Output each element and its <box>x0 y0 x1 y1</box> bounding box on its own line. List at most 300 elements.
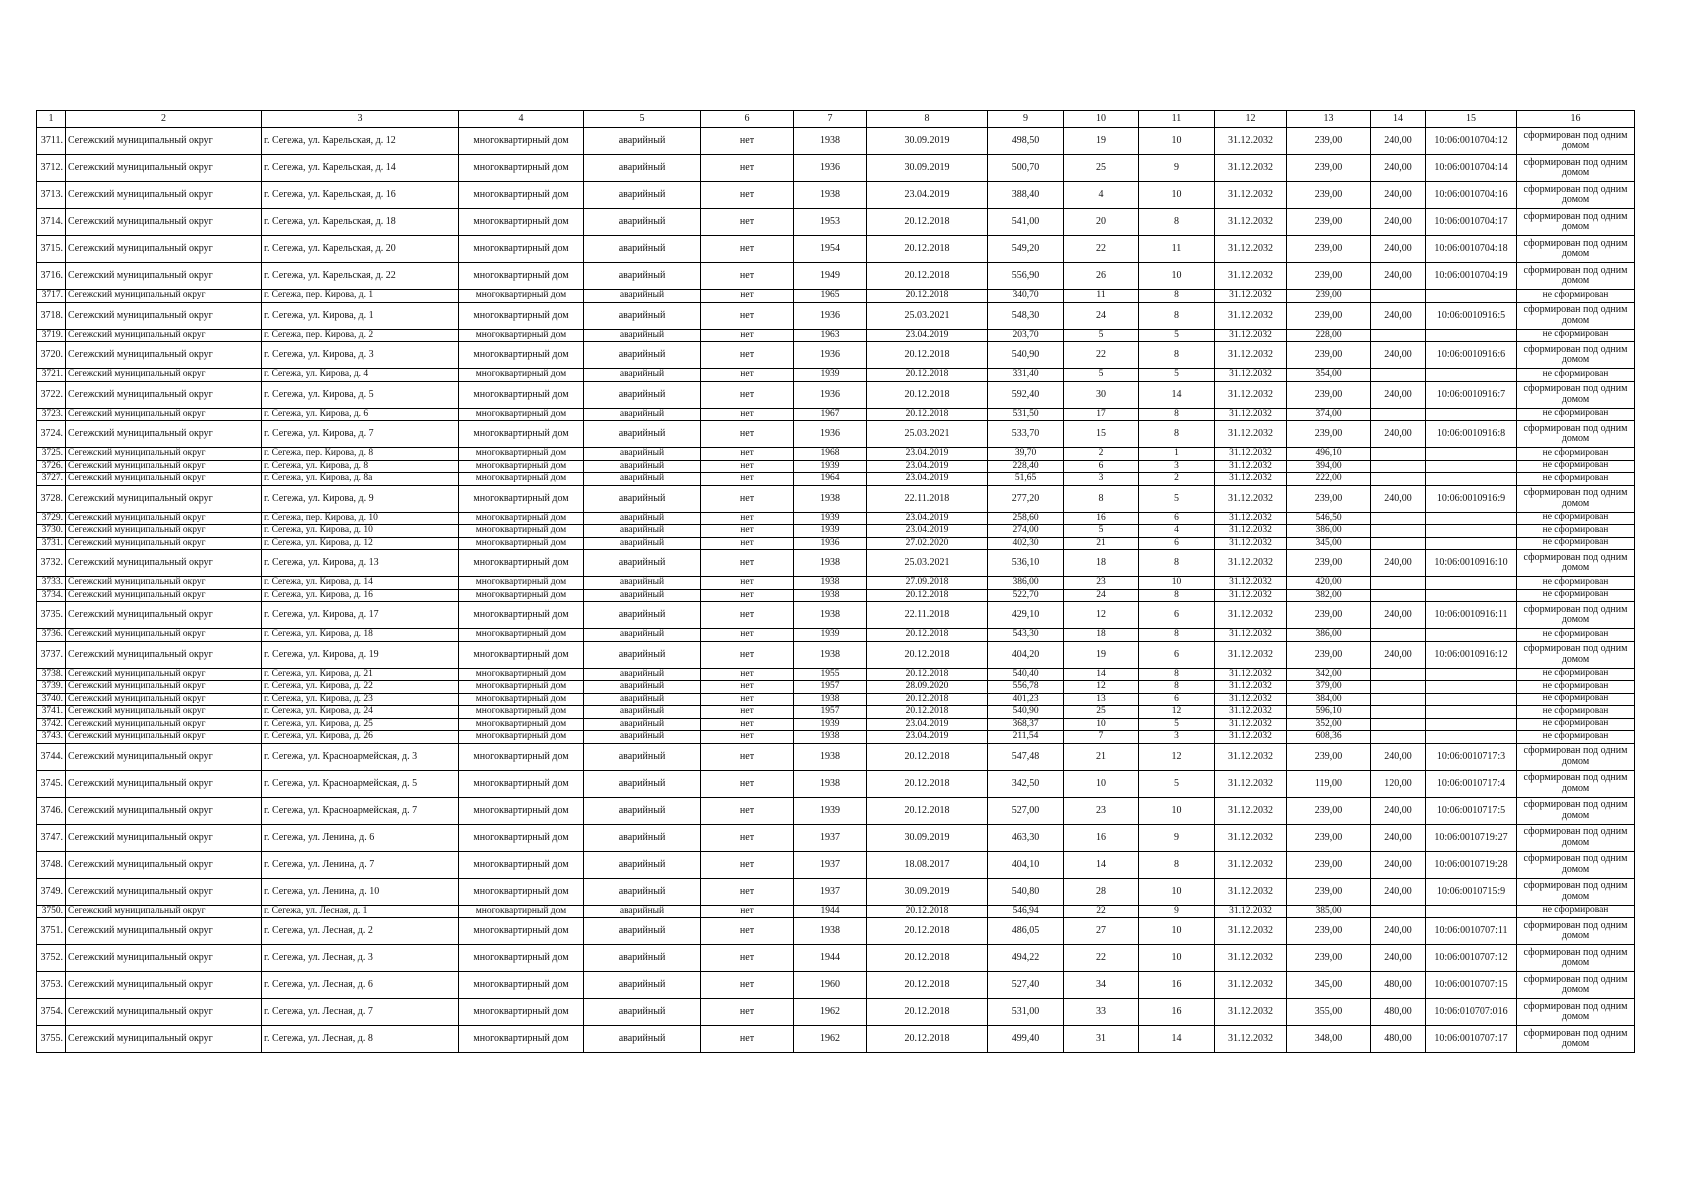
apartments-cell: 3 <box>1139 731 1215 744</box>
cost-per-m2-cell: 342,00 <box>1287 668 1371 681</box>
residents-cell: 7 <box>1064 731 1139 744</box>
apartments-cell: 14 <box>1139 381 1215 408</box>
condition-cell: аварийный <box>584 878 701 905</box>
condition-cell: аварийный <box>584 369 701 382</box>
row-number-cell: 3742. <box>37 718 66 731</box>
area-cell: 258,60 <box>988 512 1064 525</box>
condition-cell: аварийный <box>584 421 701 448</box>
cadastral-number-cell <box>1426 290 1517 303</box>
deadline-cell: 31.12.2032 <box>1215 770 1287 797</box>
status-flag-cell: нет <box>701 602 794 629</box>
area-norm-cell <box>1371 589 1426 602</box>
table-row <box>37 577 1635 590</box>
status-flag-cell: нет <box>701 182 794 209</box>
cost-per-m2-cell: 386,00 <box>1287 629 1371 642</box>
table-row <box>37 972 1635 999</box>
land-plot-status-cell: не сформирован <box>1517 460 1635 473</box>
building-type-cell: многоквартирный дом <box>459 329 584 342</box>
cadastral-number-cell: 10:06:0010916:9 <box>1426 485 1517 512</box>
area-norm-cell <box>1371 329 1426 342</box>
building-type-cell: многоквартирный дом <box>459 589 584 602</box>
cadastral-number-cell: 10:06:0010916:8 <box>1426 421 1517 448</box>
recognition-date-cell: 23.04.2019 <box>867 525 988 538</box>
cost-per-m2-cell: 596,10 <box>1287 706 1371 719</box>
cost-per-m2-cell: 239,00 <box>1287 421 1371 448</box>
area-cell: 404,20 <box>988 641 1064 668</box>
address-cell: г. Сегежа, ул. Кирова, д. 3 <box>262 342 459 369</box>
building-type-cell: многоквартирный дом <box>459 945 584 972</box>
table-row <box>37 681 1635 694</box>
residents-cell: 23 <box>1064 577 1139 590</box>
address-cell: г. Сегежа, ул. Красноармейская, д. 3 <box>262 743 459 770</box>
area-cell: 274,00 <box>988 525 1064 538</box>
table-row <box>37 770 1635 797</box>
land-plot-status-cell: сформирован под одним домом <box>1517 302 1635 329</box>
municipality-cell: Сегежский муниципальный округ <box>66 236 262 263</box>
address-cell: г. Сегежа, ул. Кирова, д. 6 <box>262 408 459 421</box>
row-number-cell: 3724. <box>37 421 66 448</box>
apartments-cell: 5 <box>1139 329 1215 342</box>
land-plot-status-cell: сформирован под одним домом <box>1517 550 1635 577</box>
building-type-cell: многоквартирный дом <box>459 448 584 461</box>
address-cell: г. Сегежа, ул. Кирова, д. 9 <box>262 485 459 512</box>
cadastral-number-cell: 10:06:0010704:16 <box>1426 182 1517 209</box>
municipality-cell: Сегежский муниципальный округ <box>66 1026 262 1053</box>
row-number-cell: 3722. <box>37 381 66 408</box>
status-flag-cell: нет <box>701 329 794 342</box>
residents-cell: 8 <box>1064 485 1139 512</box>
apartments-cell: 8 <box>1139 290 1215 303</box>
row-number-cell: 3748. <box>37 851 66 878</box>
building-type-cell: многоквартирный дом <box>459 770 584 797</box>
municipality-cell: Сегежский муниципальный округ <box>66 302 262 329</box>
area-cell: 51,65 <box>988 473 1064 486</box>
cost-per-m2-cell: 239,00 <box>1287 878 1371 905</box>
status-flag-cell: нет <box>701 668 794 681</box>
area-norm-cell: 240,00 <box>1371 485 1426 512</box>
year-built-cell: 1965 <box>794 290 867 303</box>
year-built-cell: 1944 <box>794 945 867 972</box>
area-cell: 463,30 <box>988 824 1064 851</box>
column-number-header: 12 <box>1215 111 1287 128</box>
municipality-cell: Сегежский муниципальный округ <box>66 797 262 824</box>
recognition-date-cell: 22.11.2018 <box>867 602 988 629</box>
recognition-date-cell: 20.12.2018 <box>867 945 988 972</box>
cost-per-m2-cell: 355,00 <box>1287 999 1371 1026</box>
deadline-cell: 31.12.2032 <box>1215 718 1287 731</box>
residents-cell: 10 <box>1064 770 1139 797</box>
area-cell: 540,80 <box>988 878 1064 905</box>
area-norm-cell: 240,00 <box>1371 797 1426 824</box>
address-cell: г. Сегежа, ул. Ленина, д. 6 <box>262 824 459 851</box>
deadline-cell: 31.12.2032 <box>1215 182 1287 209</box>
table-row <box>37 236 1635 263</box>
row-number-cell: 3735. <box>37 602 66 629</box>
apartments-cell: 10 <box>1139 878 1215 905</box>
row-number-cell: 3720. <box>37 342 66 369</box>
apartments-cell: 2 <box>1139 473 1215 486</box>
building-type-cell: многоквартирный дом <box>459 693 584 706</box>
row-number-cell: 3752. <box>37 945 66 972</box>
row-number-cell: 3747. <box>37 824 66 851</box>
municipality-cell: Сегежский муниципальный округ <box>66 473 262 486</box>
apartments-cell: 10 <box>1139 263 1215 290</box>
year-built-cell: 1967 <box>794 408 867 421</box>
residents-cell: 28 <box>1064 878 1139 905</box>
area-cell: 548,30 <box>988 302 1064 329</box>
cost-per-m2-cell: 239,00 <box>1287 342 1371 369</box>
year-built-cell: 1960 <box>794 972 867 999</box>
deadline-cell: 31.12.2032 <box>1215 537 1287 550</box>
deadline-cell: 31.12.2032 <box>1215 641 1287 668</box>
cadastral-number-cell <box>1426 718 1517 731</box>
recognition-date-cell: 18.08.2017 <box>867 851 988 878</box>
area-cell: 331,40 <box>988 369 1064 382</box>
address-cell: г. Сегежа, ул. Кирова, д. 1 <box>262 302 459 329</box>
municipality-cell: Сегежский муниципальный округ <box>66 693 262 706</box>
area-cell: 228,40 <box>988 460 1064 473</box>
row-number-cell: 3736. <box>37 629 66 642</box>
recognition-date-cell: 27.02.2020 <box>867 537 988 550</box>
condition-cell: аварийный <box>584 706 701 719</box>
recognition-date-cell: 28.09.2020 <box>867 681 988 694</box>
land-plot-status-cell: сформирован под одним домом <box>1517 209 1635 236</box>
municipality-cell: Сегежский муниципальный округ <box>66 731 262 744</box>
municipality-cell: Сегежский муниципальный округ <box>66 408 262 421</box>
deadline-cell: 31.12.2032 <box>1215 851 1287 878</box>
building-type-cell: многоквартирный дом <box>459 743 584 770</box>
row-number-cell: 3753. <box>37 972 66 999</box>
land-plot-status-cell: сформирован под одним домом <box>1517 1026 1635 1053</box>
table-row <box>37 878 1635 905</box>
cost-per-m2-cell: 239,00 <box>1287 743 1371 770</box>
residents-cell: 22 <box>1064 945 1139 972</box>
land-plot-status-cell: сформирован под одним домом <box>1517 999 1635 1026</box>
row-number-cell: 3744. <box>37 743 66 770</box>
address-cell: г. Сегежа, ул. Кирова, д. 19 <box>262 641 459 668</box>
area-norm-cell: 480,00 <box>1371 1026 1426 1053</box>
land-plot-status-cell: сформирован под одним домом <box>1517 381 1635 408</box>
area-cell: 340,70 <box>988 290 1064 303</box>
address-cell: г. Сегежа, ул. Кирова, д. 17 <box>262 602 459 629</box>
area-cell: 592,40 <box>988 381 1064 408</box>
table-row <box>37 537 1635 550</box>
residents-cell: 16 <box>1064 512 1139 525</box>
land-plot-status-cell: сформирован под одним домом <box>1517 797 1635 824</box>
table-row <box>37 485 1635 512</box>
area-cell: 522,70 <box>988 589 1064 602</box>
recognition-date-cell: 20.12.2018 <box>867 381 988 408</box>
status-flag-cell: нет <box>701 128 794 155</box>
recognition-date-cell: 23.04.2019 <box>867 718 988 731</box>
cost-per-m2-cell: 379,00 <box>1287 681 1371 694</box>
condition-cell: аварийный <box>584 460 701 473</box>
land-plot-status-cell: не сформирован <box>1517 448 1635 461</box>
year-built-cell: 1936 <box>794 537 867 550</box>
row-number-cell: 3723. <box>37 408 66 421</box>
year-built-cell: 1955 <box>794 668 867 681</box>
deadline-cell: 31.12.2032 <box>1215 589 1287 602</box>
condition-cell: аварийный <box>584 577 701 590</box>
apartments-cell: 8 <box>1139 302 1215 329</box>
cost-per-m2-cell: 239,00 <box>1287 851 1371 878</box>
building-type-cell: многоквартирный дом <box>459 706 584 719</box>
condition-cell: аварийный <box>584 550 701 577</box>
address-cell: г. Сегежа, ул. Кирова, д. 14 <box>262 577 459 590</box>
cadastral-number-cell <box>1426 706 1517 719</box>
apartments-cell: 5 <box>1139 485 1215 512</box>
table-row <box>37 302 1635 329</box>
year-built-cell: 1939 <box>794 525 867 538</box>
year-built-cell: 1939 <box>794 460 867 473</box>
cadastral-number-cell <box>1426 408 1517 421</box>
apartments-cell: 8 <box>1139 550 1215 577</box>
row-number-cell: 3749. <box>37 878 66 905</box>
building-type-cell: многоквартирный дом <box>459 905 584 918</box>
cost-per-m2-cell: 239,00 <box>1287 945 1371 972</box>
building-type-cell: многоквартирный дом <box>459 972 584 999</box>
municipality-cell: Сегежский муниципальный округ <box>66 460 262 473</box>
status-flag-cell: нет <box>701 381 794 408</box>
recognition-date-cell: 23.04.2019 <box>867 731 988 744</box>
row-number-cell: 3751. <box>37 918 66 945</box>
row-number-cell: 3730. <box>37 525 66 538</box>
municipality-cell: Сегежский муниципальный округ <box>66 706 262 719</box>
residents-cell: 10 <box>1064 718 1139 731</box>
area-norm-cell: 240,00 <box>1371 602 1426 629</box>
area-norm-cell: 480,00 <box>1371 999 1426 1026</box>
cost-per-m2-cell: 239,00 <box>1287 182 1371 209</box>
area-norm-cell <box>1371 290 1426 303</box>
recognition-date-cell: 20.12.2018 <box>867 743 988 770</box>
deadline-cell: 31.12.2032 <box>1215 602 1287 629</box>
municipality-cell: Сегежский муниципальный округ <box>66 537 262 550</box>
address-cell: г. Сегежа, ул. Кирова, д. 12 <box>262 537 459 550</box>
cadastral-number-cell <box>1426 329 1517 342</box>
deadline-cell: 31.12.2032 <box>1215 706 1287 719</box>
status-flag-cell: нет <box>701 209 794 236</box>
table-row <box>37 718 1635 731</box>
apartments-cell: 8 <box>1139 408 1215 421</box>
municipality-cell: Сегежский муниципальный округ <box>66 681 262 694</box>
condition-cell: аварийный <box>584 236 701 263</box>
cadastral-number-cell: 10:06:0010916:12 <box>1426 641 1517 668</box>
area-norm-cell: 240,00 <box>1371 263 1426 290</box>
area-norm-cell <box>1371 693 1426 706</box>
year-built-cell: 1939 <box>794 629 867 642</box>
year-built-cell: 1939 <box>794 797 867 824</box>
land-plot-status-cell: сформирован под одним домом <box>1517 263 1635 290</box>
cadastral-number-cell <box>1426 473 1517 486</box>
condition-cell: аварийный <box>584 381 701 408</box>
status-flag-cell: нет <box>701 236 794 263</box>
status-flag-cell: нет <box>701 342 794 369</box>
condition-cell: аварийный <box>584 1026 701 1053</box>
cost-per-m2-cell: 608,36 <box>1287 731 1371 744</box>
recognition-date-cell: 20.12.2018 <box>867 999 988 1026</box>
condition-cell: аварийный <box>584 155 701 182</box>
area-cell: 527,00 <box>988 797 1064 824</box>
municipality-cell: Сегежский муниципальный округ <box>66 550 262 577</box>
apartments-cell: 12 <box>1139 706 1215 719</box>
table-row <box>37 797 1635 824</box>
deadline-cell: 31.12.2032 <box>1215 155 1287 182</box>
condition-cell: аварийный <box>584 342 701 369</box>
cost-per-m2-cell: 496,10 <box>1287 448 1371 461</box>
cost-per-m2-cell: 239,00 <box>1287 290 1371 303</box>
area-norm-cell: 240,00 <box>1371 641 1426 668</box>
cadastral-number-cell <box>1426 460 1517 473</box>
year-built-cell: 1936 <box>794 302 867 329</box>
municipality-cell: Сегежский муниципальный округ <box>66 155 262 182</box>
condition-cell: аварийный <box>584 681 701 694</box>
cost-per-m2-cell: 386,00 <box>1287 525 1371 538</box>
condition-cell: аварийный <box>584 209 701 236</box>
building-type-cell: многоквартирный дом <box>459 629 584 642</box>
deadline-cell: 31.12.2032 <box>1215 824 1287 851</box>
row-number-cell: 3714. <box>37 209 66 236</box>
area-norm-cell <box>1371 448 1426 461</box>
status-flag-cell: нет <box>701 718 794 731</box>
condition-cell: аварийный <box>584 629 701 642</box>
residents-cell: 17 <box>1064 408 1139 421</box>
year-built-cell: 1963 <box>794 329 867 342</box>
municipality-cell: Сегежский муниципальный округ <box>66 629 262 642</box>
table-row <box>37 209 1635 236</box>
column-number-header: 14 <box>1371 111 1426 128</box>
area-norm-cell: 240,00 <box>1371 743 1426 770</box>
municipality-cell: Сегежский муниципальный округ <box>66 128 262 155</box>
table-row <box>37 824 1635 851</box>
table-row <box>37 945 1635 972</box>
apartments-cell: 1 <box>1139 448 1215 461</box>
table-row <box>37 1026 1635 1053</box>
year-built-cell: 1938 <box>794 577 867 590</box>
row-number-cell: 3725. <box>37 448 66 461</box>
building-type-cell: многоквартирный дом <box>459 128 584 155</box>
year-built-cell: 1954 <box>794 236 867 263</box>
row-number-cell: 3740. <box>37 693 66 706</box>
residents-cell: 31 <box>1064 1026 1139 1053</box>
cadastral-number-cell: 10:06:0010704:18 <box>1426 236 1517 263</box>
status-flag-cell: нет <box>701 1026 794 1053</box>
municipality-cell: Сегежский муниципальный округ <box>66 577 262 590</box>
deadline-cell: 31.12.2032 <box>1215 629 1287 642</box>
cost-per-m2-cell: 239,00 <box>1287 485 1371 512</box>
row-number-cell: 3750. <box>37 905 66 918</box>
row-number-cell: 3739. <box>37 681 66 694</box>
deadline-cell: 31.12.2032 <box>1215 369 1287 382</box>
building-type-cell: многоквартирный дом <box>459 155 584 182</box>
deadline-cell: 31.12.2032 <box>1215 731 1287 744</box>
year-built-cell: 1936 <box>794 381 867 408</box>
area-cell: 211,54 <box>988 731 1064 744</box>
row-number-cell: 3743. <box>37 731 66 744</box>
area-cell: 556,90 <box>988 263 1064 290</box>
header-row <box>37 111 1635 128</box>
area-norm-cell <box>1371 512 1426 525</box>
address-cell: г. Сегежа, ул. Кирова, д. 26 <box>262 731 459 744</box>
recognition-date-cell: 20.12.2018 <box>867 770 988 797</box>
municipality-cell: Сегежский муниципальный округ <box>66 718 262 731</box>
deadline-cell: 31.12.2032 <box>1215 797 1287 824</box>
municipality-cell: Сегежский муниципальный округ <box>66 851 262 878</box>
apartments-cell: 8 <box>1139 342 1215 369</box>
land-plot-status-cell: не сформирован <box>1517 589 1635 602</box>
residents-cell: 2 <box>1064 448 1139 461</box>
status-flag-cell: нет <box>701 905 794 918</box>
deadline-cell: 31.12.2032 <box>1215 550 1287 577</box>
deadline-cell: 31.12.2032 <box>1215 693 1287 706</box>
status-flag-cell: нет <box>701 263 794 290</box>
row-number-cell: 3727. <box>37 473 66 486</box>
status-flag-cell: нет <box>701 550 794 577</box>
condition-cell: аварийный <box>584 918 701 945</box>
recognition-date-cell: 20.12.2018 <box>867 693 988 706</box>
cadastral-number-cell: 10:06:0010707:12 <box>1426 945 1517 972</box>
row-number-cell: 3728. <box>37 485 66 512</box>
municipality-cell: Сегежский муниципальный округ <box>66 525 262 538</box>
deadline-cell: 31.12.2032 <box>1215 918 1287 945</box>
area-cell: 500,70 <box>988 155 1064 182</box>
cadastral-number-cell <box>1426 512 1517 525</box>
building-type-cell: многоквартирный дом <box>459 302 584 329</box>
apartments-cell: 12 <box>1139 743 1215 770</box>
apartments-cell: 6 <box>1139 512 1215 525</box>
area-norm-cell <box>1371 460 1426 473</box>
table-row <box>37 693 1635 706</box>
building-type-cell: многоквартирный дом <box>459 602 584 629</box>
column-number-header: 10 <box>1064 111 1139 128</box>
area-norm-cell: 240,00 <box>1371 824 1426 851</box>
municipality-cell: Сегежский муниципальный округ <box>66 329 262 342</box>
residents-cell: 24 <box>1064 302 1139 329</box>
table-row <box>37 851 1635 878</box>
year-built-cell: 1938 <box>794 182 867 209</box>
cadastral-number-cell: 10:06:0010704:19 <box>1426 263 1517 290</box>
year-built-cell: 1939 <box>794 718 867 731</box>
table-row <box>37 550 1635 577</box>
deadline-cell: 31.12.2032 <box>1215 473 1287 486</box>
deadline-cell: 31.12.2032 <box>1215 408 1287 421</box>
deadline-cell: 31.12.2032 <box>1215 743 1287 770</box>
municipality-cell: Сегежский муниципальный округ <box>66 905 262 918</box>
row-number-cell: 3733. <box>37 577 66 590</box>
address-cell: г. Сегежа, пер. Кирова, д. 1 <box>262 290 459 303</box>
municipality-cell: Сегежский муниципальный округ <box>66 602 262 629</box>
apartments-cell: 16 <box>1139 999 1215 1026</box>
row-number-cell: 3738. <box>37 668 66 681</box>
area-cell: 277,20 <box>988 485 1064 512</box>
deadline-cell: 31.12.2032 <box>1215 945 1287 972</box>
area-norm-cell: 240,00 <box>1371 878 1426 905</box>
cost-per-m2-cell: 119,00 <box>1287 770 1371 797</box>
address-cell: г. Сегежа, ул. Кирова, д. 24 <box>262 706 459 719</box>
address-cell: г. Сегежа, ул. Карельская, д. 22 <box>262 263 459 290</box>
recognition-date-cell: 20.12.2018 <box>867 408 988 421</box>
residents-cell: 27 <box>1064 918 1139 945</box>
column-number-header: 1 <box>37 111 66 128</box>
building-type-cell: многоквартирный дом <box>459 681 584 694</box>
recognition-date-cell: 30.09.2019 <box>867 128 988 155</box>
residents-cell: 22 <box>1064 905 1139 918</box>
table-row <box>37 589 1635 602</box>
row-number-cell: 3734. <box>37 589 66 602</box>
residents-cell: 19 <box>1064 641 1139 668</box>
apartments-cell: 14 <box>1139 1026 1215 1053</box>
apartments-cell: 9 <box>1139 905 1215 918</box>
municipality-cell: Сегежский муниципальный округ <box>66 369 262 382</box>
